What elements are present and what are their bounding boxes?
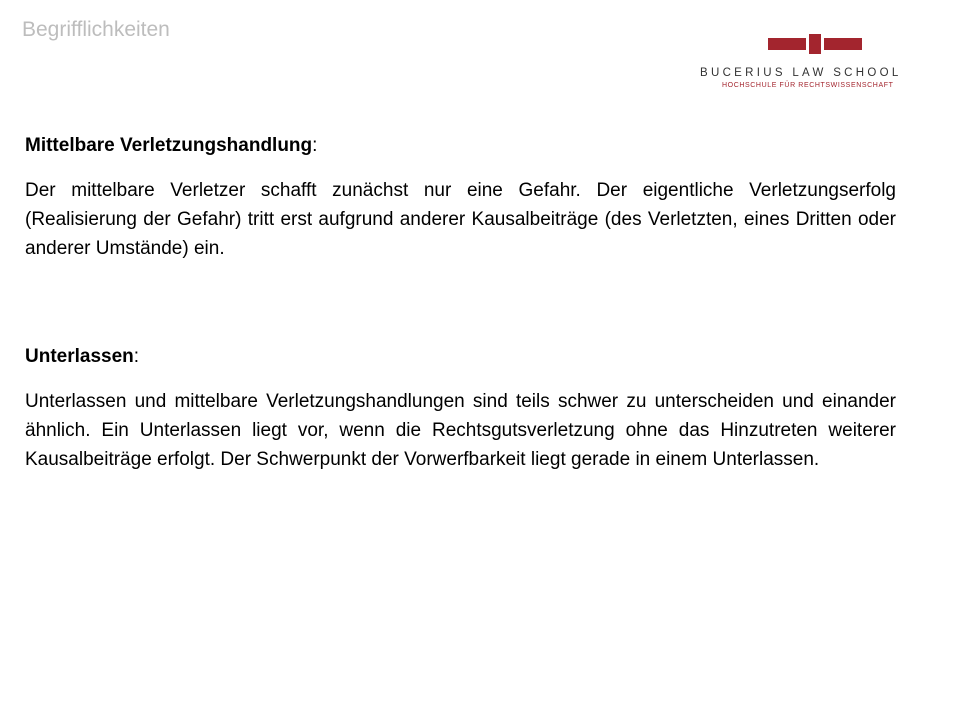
section-heading <box>25 342 896 371</box>
slide-title: Begrifflichkeiten <box>22 18 170 41</box>
section-term-suffix: : <box>133 346 140 367</box>
section-unterlassen <box>25 342 896 474</box>
section-term: Mittelbare Verletzungshandlung <box>25 135 313 156</box>
section-paragraph: Der mittelbare Verletzer schafft zunächst nur eine Gefahr. Der eigentliche Verletzungserfolg (Realisierung der Gefahr) tritt erst aufgrund anderer Kausalbeiträge (des Verletzten, eines Dritten oder anderer Umstände) ein. <box>25 180 896 259</box>
logo-name: BUCERIUS LAW SCHOOL <box>700 67 902 79</box>
section-term-suffix: : <box>312 135 318 156</box>
logo-bar-left <box>768 38 806 50</box>
logo-subline: HOCHSCHULE FÜR RECHTSWISSENSCHAFT <box>722 82 894 89</box>
section-paragraph: Unterlassen und mittelbare Verletzungshandlungen sind teils schwer zu unterscheiden und einander ähnlich. Ein Unterlassen liegt vor, wenn die Rechtsgutsverletzung ohne das Hinzutreten weiterer Kausalbeiträge erfolgt. Der Schwerpunkt der Vorwerfbarkeit liegt gerade in einem Unterlassen. <box>25 391 896 470</box>
section-heading <box>25 131 896 160</box>
logo-bar-center <box>809 34 821 54</box>
slide-content <box>25 131 896 474</box>
section-mittelbare-verletzungshandlung <box>25 131 896 263</box>
bucerius-logo <box>700 34 930 94</box>
logo-mark-icon <box>768 34 862 54</box>
section-term: Unterlassen <box>25 346 134 367</box>
logo-bar-right <box>824 38 862 50</box>
